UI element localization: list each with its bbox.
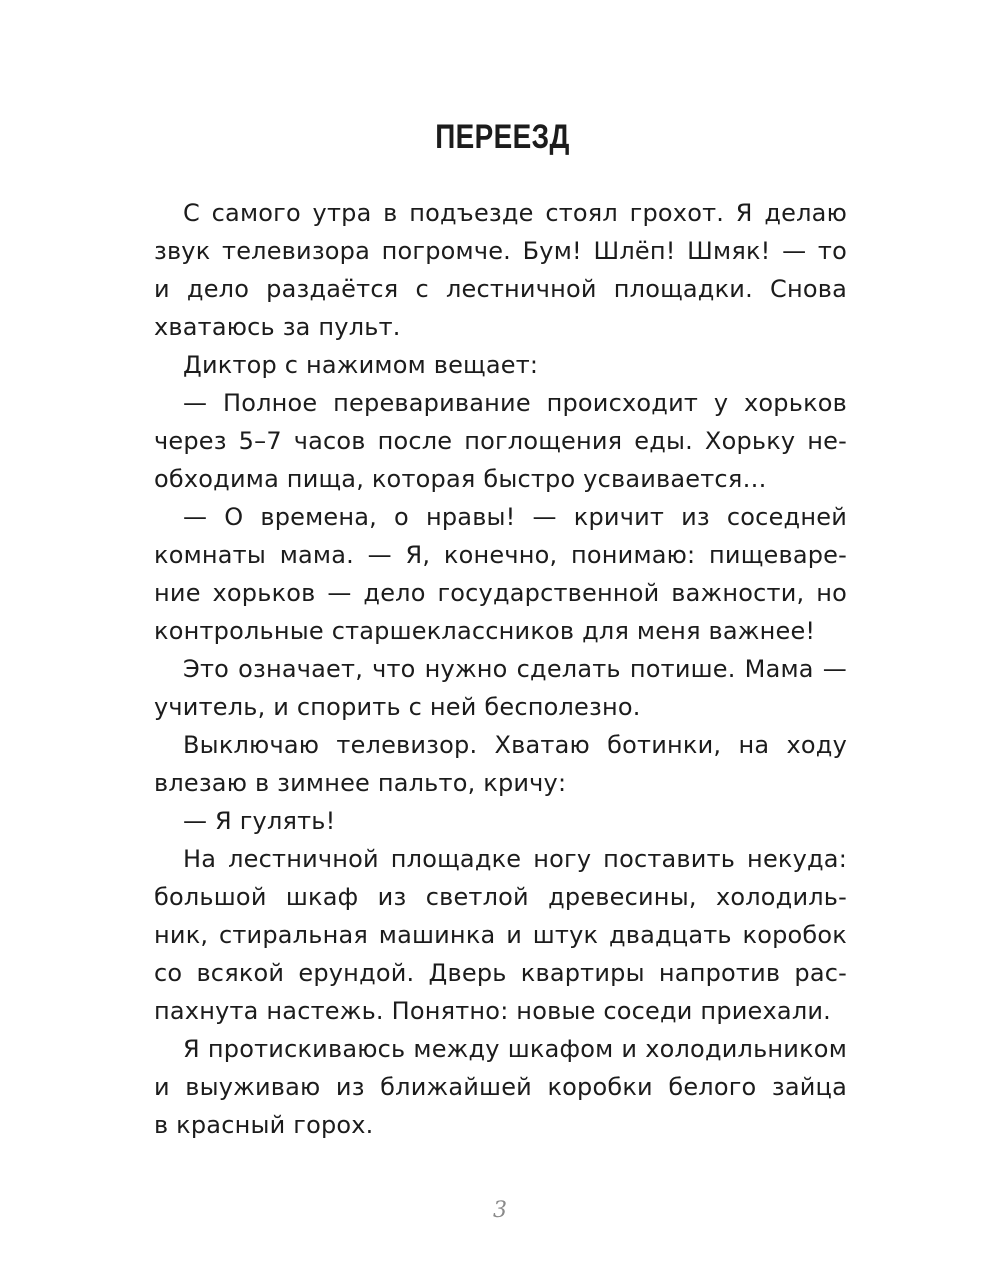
text-line: в красный горох. [154, 1111, 374, 1139]
text-line: На лестничной площадке ногу поставить некуда: [183, 845, 847, 873]
text-line: звук телевизора погромче. Бум! Шлёп! Шмяк! — то [154, 237, 847, 265]
text-line: ние хорьков — дело государственной важности, но [154, 579, 847, 607]
text-line: хватаюсь за пульт. [154, 313, 401, 341]
chapter-title: ПЕРЕЕЗД [435, 118, 570, 156]
text-line: Я протискиваюсь между шкафом и холодильником [183, 1035, 847, 1063]
text-line: пахнута настежь. Понятно: новые соседи приехали. [154, 997, 831, 1025]
text-line: Выключаю телевизор. Хватаю ботинки, на ходу [183, 731, 847, 759]
text-line: Это означает, что нужно сделать потише. Мама — [183, 655, 847, 683]
page-number: 3 [493, 1198, 507, 1223]
text-line: ник, стиральная машинка и штук двадцать коробок [154, 921, 847, 949]
text-line: комнаты мама. — Я, конечно, понимаю: пищеваре- [154, 541, 847, 569]
text-line: — О времена, о нравы! — кричит из соседней [183, 503, 847, 531]
text-line: контрольные старшеклассников для меня важнее! [154, 617, 816, 645]
text-line: через 5–7 часов после поглощения еды. Хорьку не- [154, 427, 847, 455]
text-line: Диктор с нажимом вещает: [183, 351, 539, 379]
text-line: большой шкаф из светлой древесины, холодиль- [154, 883, 847, 911]
text-line: С самого утра в подъезде стоял грохот. Я делаю [183, 199, 847, 227]
text-line: и дело раздаётся с лестничной площадки. Снова [154, 275, 847, 303]
text-line: со всякой ерундой. Дверь квартиры напротив рас- [154, 959, 847, 987]
text-line: — Я гулять! [183, 807, 336, 835]
text-line: и выуживаю из ближайшей коробки белого зайца [154, 1073, 847, 1101]
text-line: — Полное переваривание происходит у хорьков [183, 389, 847, 417]
text-line: обходима пища, которая быстро усваивается… [154, 465, 767, 493]
text-line: учитель, и спорить с ней бесполезно. [154, 693, 641, 721]
text-line: влезаю в зимнее пальто, кричу: [154, 769, 567, 797]
